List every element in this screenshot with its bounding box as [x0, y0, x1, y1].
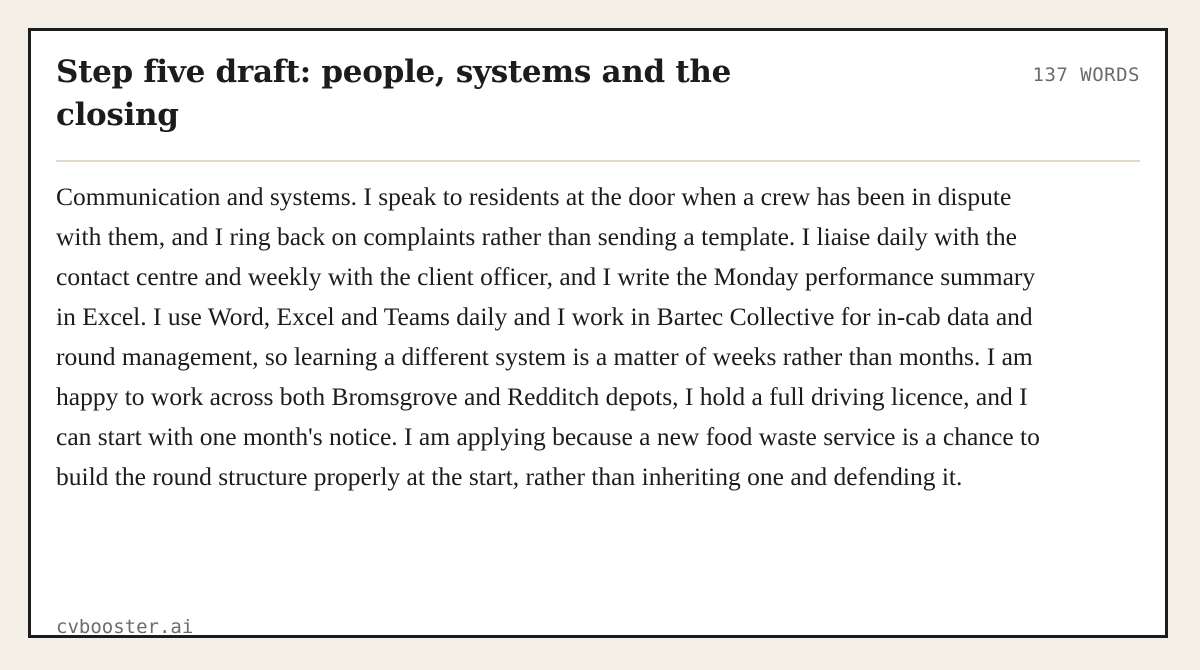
- word-count-label: 137 WORDS: [1032, 64, 1140, 86]
- brand-watermark: cvbooster.ai: [56, 616, 194, 638]
- draft-title: Step five draft: people, systems and the closing: [56, 54, 732, 133]
- draft-body-text: Communication and systems. I speak to residents at the door when a crew has been in dispute with them, and I ring back on complaints rather than sending a template. I liaise daily with the contact centre and weekly with the client officer, and I write the Monday performance summary in Excel. I use Word, Excel and Teams daily and I work in Bartec Collective for in-cab data and round management, so learning a different system is a matter of weeks rather than months. I am happy to work across both Bromsgrove and Redditch depots, I hold a full driving licence, and I can start with one month's notice. I am applying because a new food waste service is a chance to build the round structure properly at the start, rather than inheriting one and defending it.: [56, 182, 1040, 491]
- title-divider: [56, 160, 1140, 162]
- draft-card: [28, 28, 1168, 638]
